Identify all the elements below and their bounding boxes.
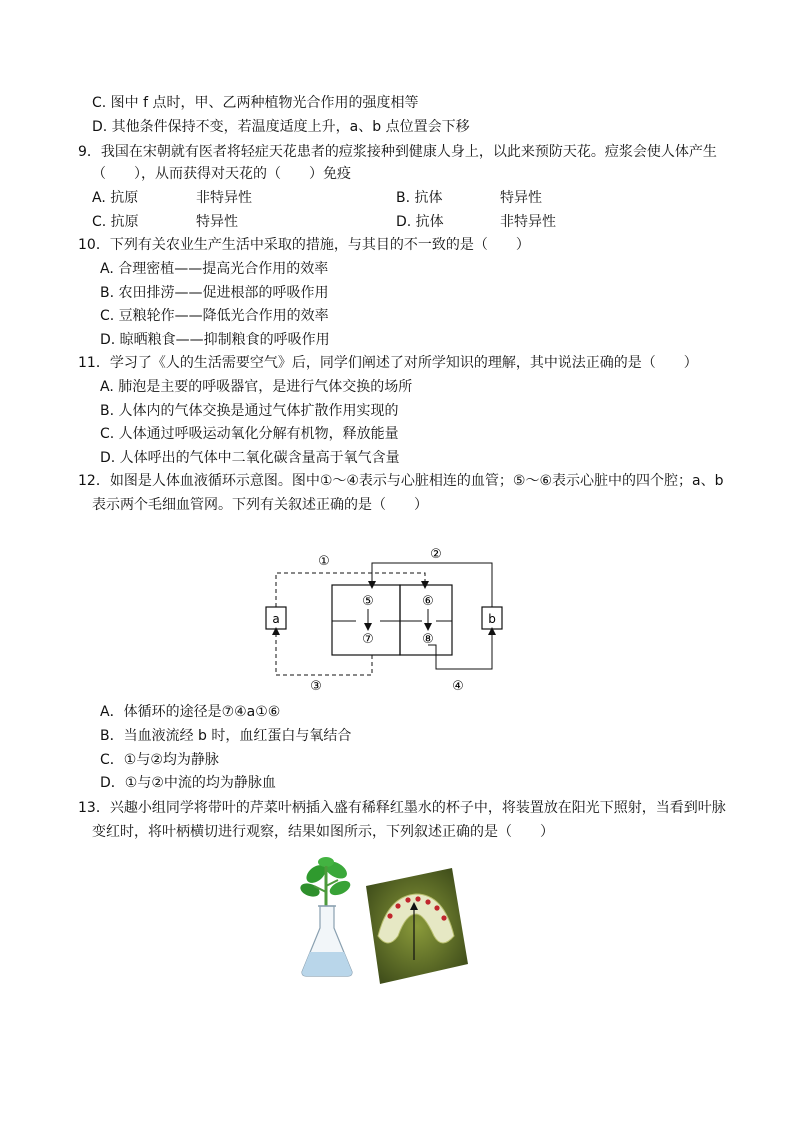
- vessel-1-label: ①: [318, 554, 330, 569]
- vessel-4-label: ④: [452, 679, 464, 694]
- q8-option-d: D. 其他条件保持不变，若温度适度上升，a、b 点位置会下移: [92, 119, 470, 135]
- q9-option-b: B. 抗体: [396, 190, 443, 206]
- q12-option-b: B．当血液流经 b 时，血红蛋白与氧结合: [100, 728, 352, 744]
- capillary-b-label: b: [488, 612, 496, 626]
- capillary-a-label: a: [272, 612, 280, 626]
- q9-option-d: D. 抗体: [396, 214, 444, 230]
- chamber-5-label: ⑤: [362, 594, 374, 609]
- q12-option-a: A．体循环的途径是⑦④a①⑥: [100, 704, 281, 720]
- q13-stem-line2: 变红时，将叶柄横切进行观察，结果如图所示，下列叙述正确的是（ ）: [92, 824, 554, 840]
- q12-option-c: C．①与②均为静脉: [100, 752, 219, 768]
- q9-option-c-type: 特异性: [196, 214, 238, 230]
- q10-stem: 10．下列有关农业生产生活中采取的措施，与其目的不一致的是（ ）: [78, 237, 530, 253]
- q9-stem-line1: 9．我国在宋朝就有医者将轻症天花患者的痘浆接种到健康人身上，以此来预防天花。痘浆会使人体产生: [78, 144, 717, 160]
- q10-option-a: A. 合理密植——提高光合作用的效率: [100, 261, 329, 277]
- q12-stem-line2: 表示两个毛细血管网。下列有关叙述正确的是（ ）: [92, 497, 428, 513]
- q10-option-c: C. 豆粮轮作——降低光合作用的效率: [100, 308, 329, 324]
- blood-circulation-diagram: [260, 545, 520, 695]
- q11-option-c: C. 人体通过呼吸运动氧化分解有机物，释放能量: [100, 426, 399, 442]
- q9-option-c: C. 抗原: [92, 214, 139, 230]
- q12-option-d: D．①与②中流的均为静脉血: [100, 775, 276, 791]
- q10-option-d: D. 晾晒粮食——抑制粮食的呼吸作用: [100, 332, 330, 348]
- q9-stem-line2: （ ），从而获得对天花的（ ）免疫: [92, 166, 351, 182]
- q9-option-b-type: 特异性: [500, 190, 542, 206]
- q11-option-a: A. 肺泡是主要的呼吸器官，是进行气体交换的场所: [100, 379, 413, 395]
- q11-option-b: B. 人体内的气体交换是通过气体扩散作用实现的: [100, 403, 399, 419]
- q8-option-c: C. 图中 f 点时，甲、乙两种植物光合作用的强度相等: [92, 95, 419, 111]
- q13-stem-line1: 13．兴趣小组同学将带叶的芹菜叶柄插入盛有稀释红墨水的杯子中，将装置放在阳光下照射，当看到叶脉: [78, 800, 726, 816]
- chamber-8-label: ⑧: [422, 632, 434, 647]
- q9-option-a: A. 抗原: [92, 190, 139, 206]
- q11-stem: 11．学习了《人的生活需要空气》后，同学们阐述了对所学知识的理解，其中说法正确的是（ ）: [78, 355, 698, 371]
- chamber-6-label: ⑥: [422, 594, 434, 609]
- vessel-2-label: ②: [430, 547, 442, 562]
- vessel-3-label: ③: [310, 679, 322, 694]
- q11-option-d: D. 人体呼出的气体中二氧化碳含量高于氧气含量: [100, 450, 400, 466]
- petiole-cross-section-photo: [360, 866, 472, 986]
- q9-option-d-type: 非特异性: [500, 214, 556, 230]
- q12-stem-line1: 12．如图是人体血液循环示意图。图中①～④表示与心脏相连的血管；⑤～⑥表示心脏中的四个腔；a、b: [78, 473, 724, 489]
- q10-option-b: B. 农田排涝——促进根部的呼吸作用: [100, 285, 329, 301]
- vessel-1: [276, 573, 425, 607]
- vessel-3: [276, 631, 372, 675]
- celery-flask-illustration: [296, 856, 358, 978]
- chamber-7-label: ⑦: [362, 632, 374, 647]
- q9-option-a-type: 非特异性: [196, 190, 252, 206]
- vessel-4: [428, 631, 492, 669]
